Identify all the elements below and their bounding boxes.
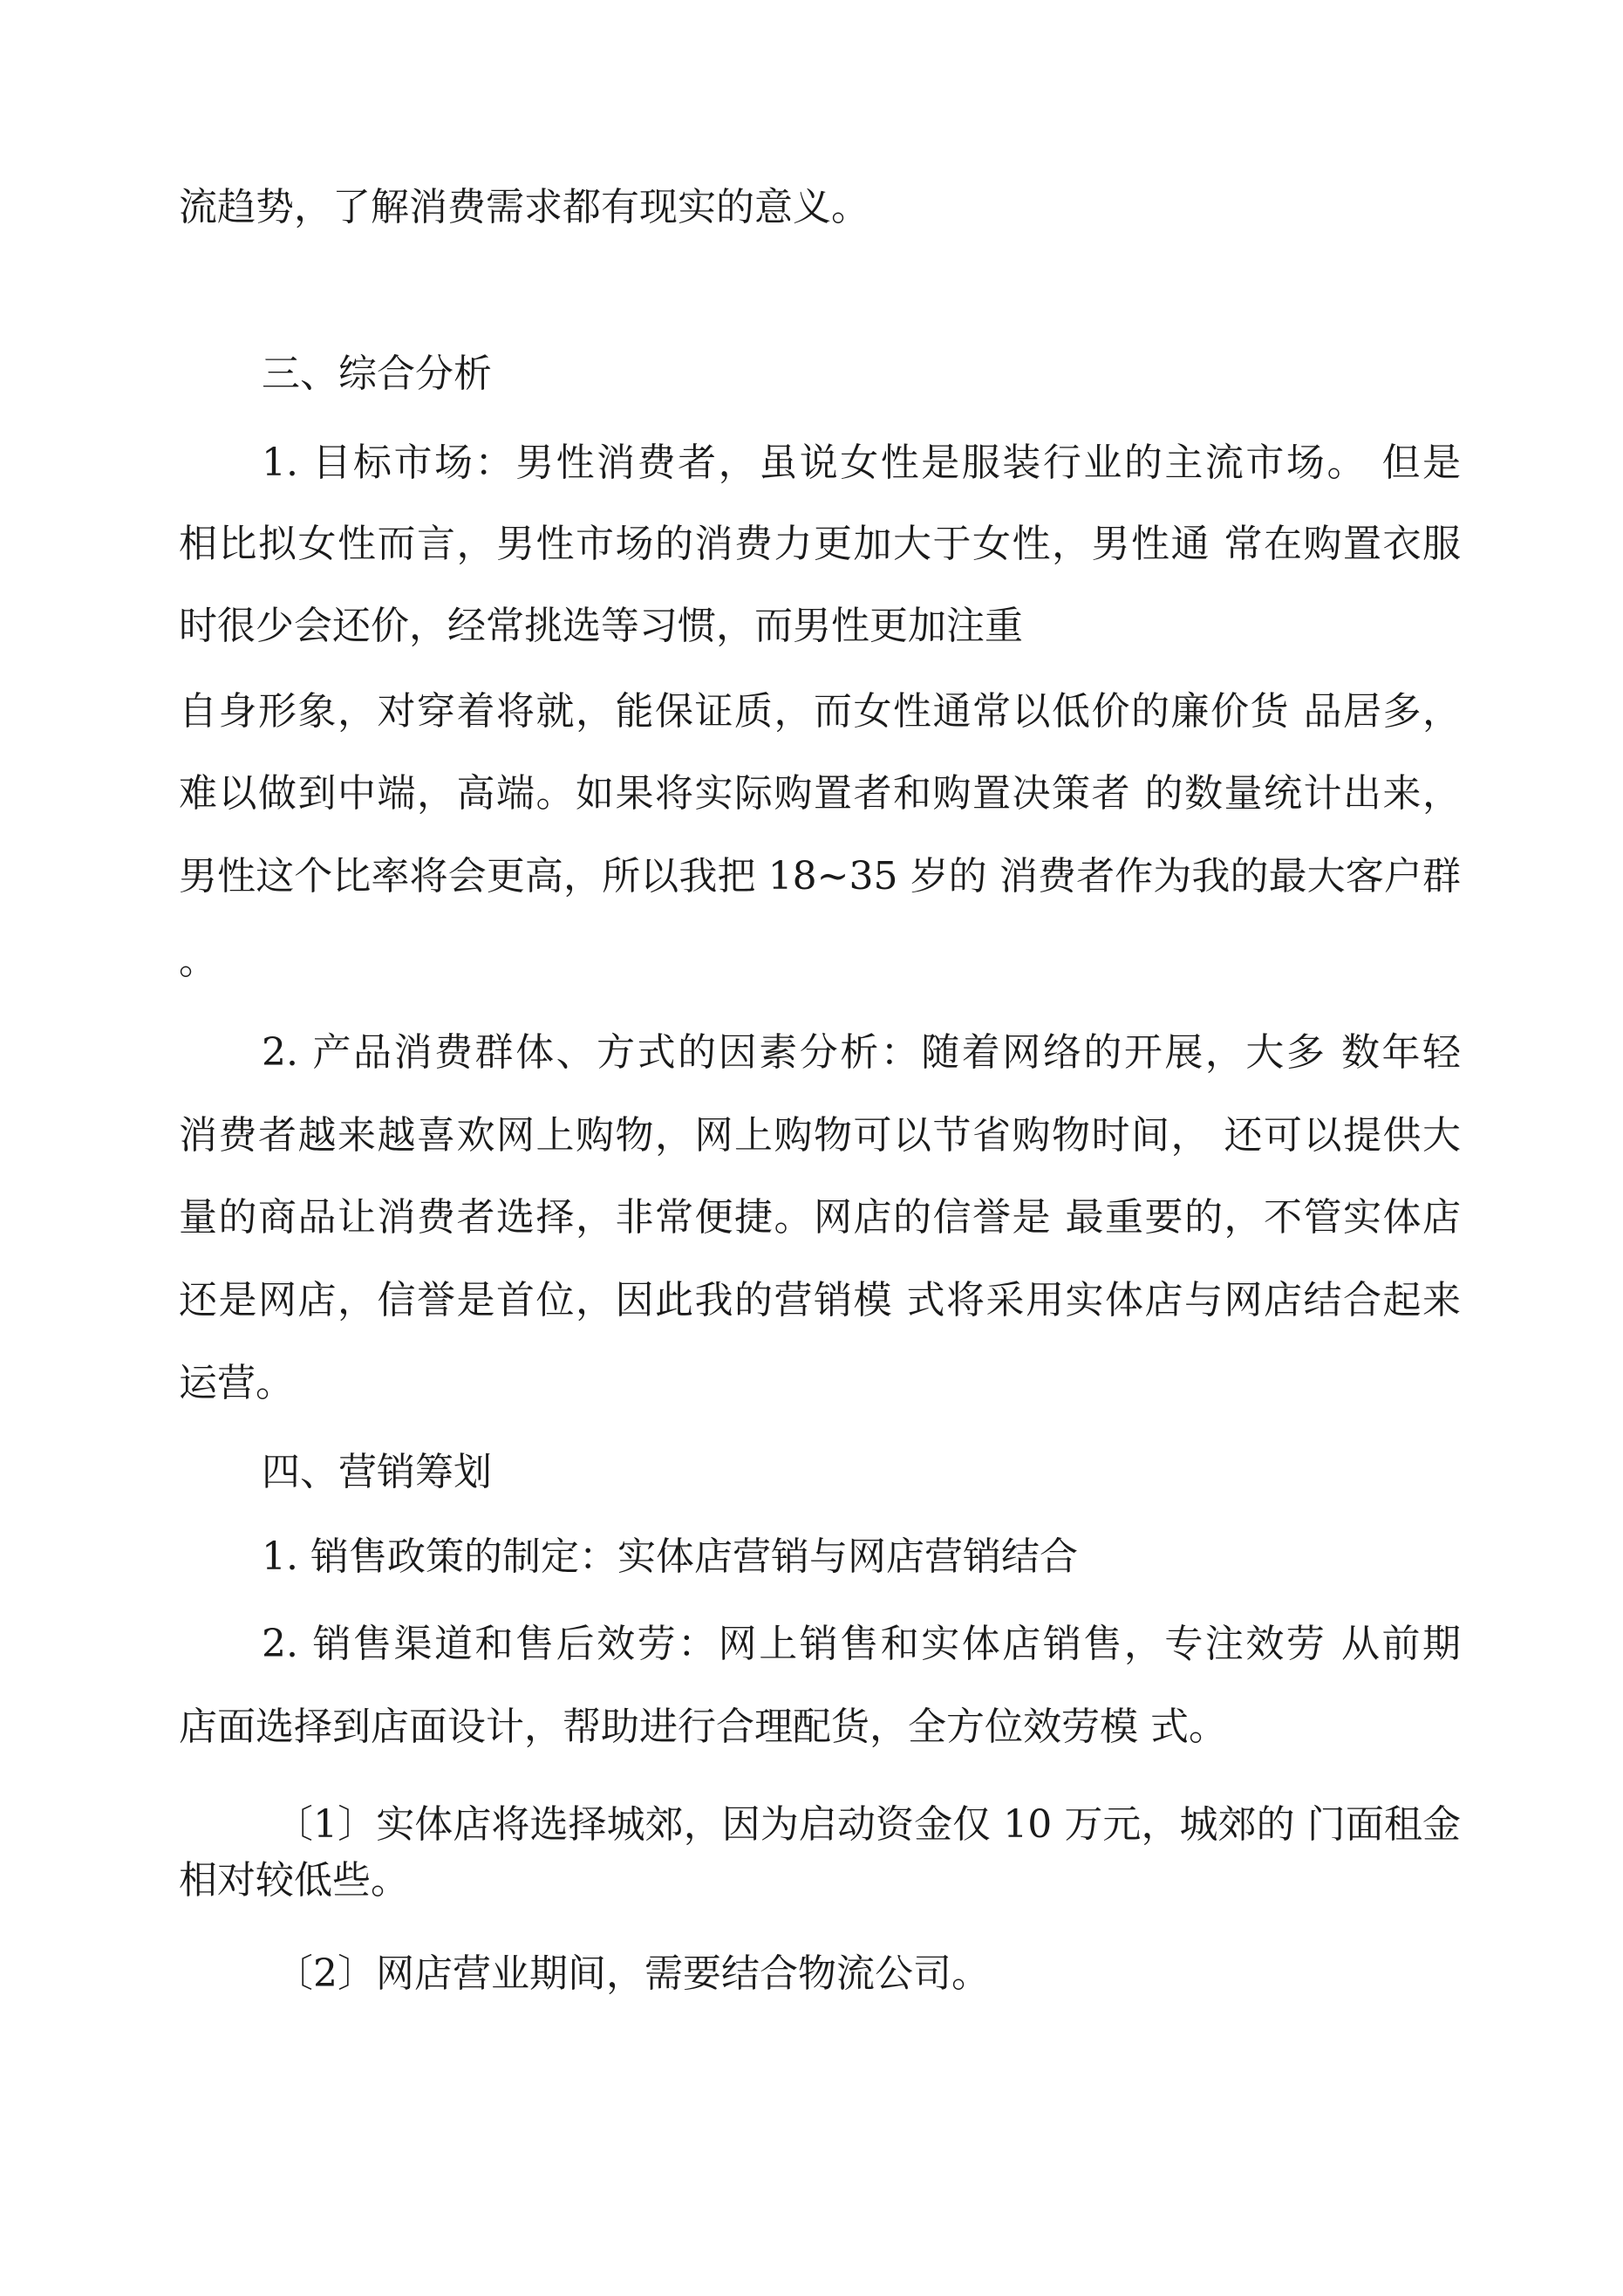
paragraph-line: 〔1〕实体店将选择城郊，因为启动资金仅 10 万元，城郊的 门面租金	[275, 1802, 1461, 1847]
paragraph-line: 流趋势，了解消费需求都有现实的意义。	[179, 185, 869, 229]
paragraph-line: 消费者越来越喜欢网上购物，网上购物可以节省购物时间， 还可以提供大	[179, 1113, 1461, 1158]
paragraph-line: 量的商品让消费者选择，非常便捷。网店的信誉是 最重要的，不管实体店	[179, 1195, 1461, 1240]
paragraph-line: 店面选择到店面设计，帮助进行合理配货，全方位效劳模 式。	[179, 1705, 1227, 1749]
paragraph-line: 。	[179, 939, 217, 983]
section-heading: 三、综合分析	[262, 352, 492, 396]
paragraph-line: 难以做到中端，高端。如果将实际购置者和购置决策者 的数量统计出来，	[179, 771, 1461, 816]
section-heading: 四、营销筹划	[262, 1450, 492, 1494]
paragraph-line: 运营。	[179, 1361, 294, 1405]
paragraph-line: 相对较低些。	[179, 1858, 409, 1903]
paragraph-line: 1. 销售政策的制定：实体店营销与网店营销结合	[262, 1534, 1078, 1579]
paragraph-line: 男性这个比率将会更高，所以我把 18~35 岁的 消费者作为我的最大客户群	[179, 854, 1461, 899]
paragraph-line: 2. 产品消费群体、方式的因素分析：随着网络的开展，大多 数年轻	[262, 1030, 1461, 1075]
paragraph-line: 〔2〕网店营业期间，需要结合物流公司。	[275, 1951, 990, 1996]
paragraph-line: 还是网店，信誉是首位，因此我的营销模 式将采用实体店与网店结合起来	[179, 1278, 1461, 1322]
paragraph-line: 自身形象，对穿着将就，能保证质，而女性通常以低价的廉价货 品居多，	[179, 689, 1461, 734]
paragraph-line: 时很少会还价，经常挑选等习惯，而男性更加注重	[179, 604, 1023, 648]
paragraph-line: 相比拟女性而言，男性市场的消费力更加大于女性，男性通 常在购置衣服	[179, 522, 1461, 566]
paragraph-line: 1. 目标市场：男性消费者，虽说女性是服装行业的主流市场。 但是	[262, 441, 1461, 485]
paragraph-line: 2. 销售渠道和售后效劳：网上销售和实体店销售，专注效劳 从前期	[262, 1622, 1461, 1666]
